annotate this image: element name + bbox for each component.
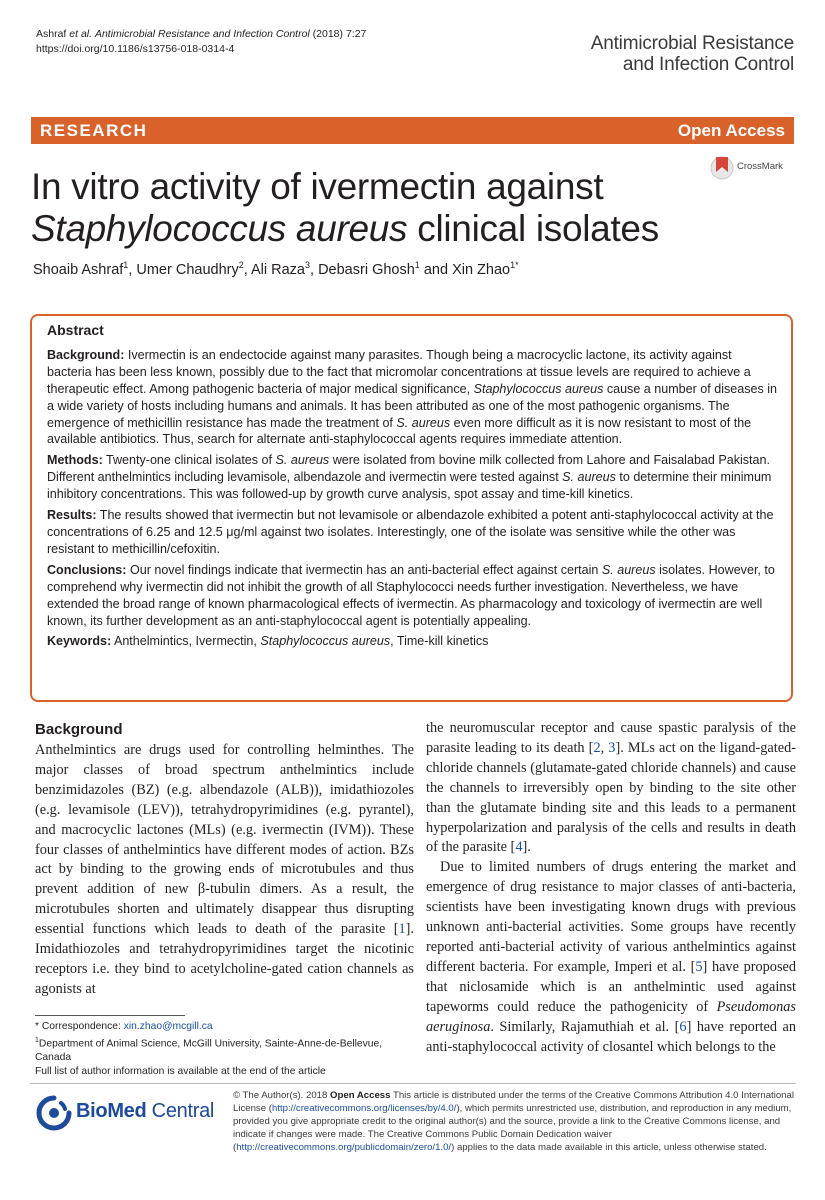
abstract-text: , Time-kill kinetics [390,634,489,649]
journal-name [591,33,794,75]
crossmark-badge[interactable] [706,152,796,188]
abstract-background [47,347,777,448]
footnote-divider [35,1015,185,1016]
abstract-italic: S. aureus [275,453,330,468]
body-text: Anthelmintics are drugs used for controlling helminthes. The major classes of broad spectrum anthelmintics include benzimidazoles (BZ) (e.g. albendazole (ALB)), imidathiozoles (e.g. levamisole (LEV)), tetrahydropyrimidines (e.g. pyrantel), and macrocyclic lactones (MLs) (e.g. ivermectin (IVM)). These four classes of anthelmintics have different modes of action. BZs act by binding to the growing ends of microtubules and thus prevent addition of new β-tubulin dimers. As a result, the microtubules shorten and ultimately disappear thus disrupting essential functions which leads to death of the parasite [ [35,742,414,938]
citation-journal: Antimicrobial Resistance and Infection Control [94,28,310,40]
article-type-banner [31,117,794,144]
footer-divider [30,1083,796,1084]
logo-text-central: Central [146,1100,215,1122]
body-paragraph [35,741,414,1000]
journal-name-line1: Antimicrobial Resistance [590,33,794,54]
article-type-label: RESEARCH [40,121,148,140]
author-affiliation-number: 3 [305,260,311,270]
citation-year: (2018) 7:27 [312,28,367,40]
citation-authors: Ashraf [36,28,67,40]
journal-name-line2: and Infection Control [622,54,794,75]
body-text: ]. [522,839,531,856]
body-column-right [426,719,796,1057]
citation-link[interactable]: 2 [593,739,601,756]
biomed-central-logo[interactable] [36,1093,221,1133]
crossmark-label: CrossMark [737,161,783,172]
abstract-box [30,314,793,702]
body-text: Due to limited numbers of drugs entering the market and emergence of drug resistance to major classes of anti-bacteria, scientists have been investigating known drugs with previous unknown anti-bacterial activities. Some groups have recently reported anti-bacterial activity of various anthelmintics against different bacteria. For example, Imperi et al. [ [426,859,796,975]
body-text: ] have reported an anti-staphylococcal activity of closantel which belongs to the [426,1018,796,1055]
abstract-text: cause a number of diseases in a wide variety of hosts including humans and animals. It has been attributed as one of the most pathogenic organisms. The emergence of methicillin resistance has made the treatment of [47,381,778,430]
body-text: the neuromuscular receptor and cause spastic paralysis of the parasite leading to its death [ [426,720,796,756]
running-header [36,27,366,57]
license-text: ), which permits unrestricted use, distribution, and reproduction in any medium, provided you give appropriate credit to the original author(s) and the source, provide a link to the Creative Commons license, and indicate if changes were made. The Creative Commons Public Domain Dedication waiver ( [233,1102,792,1153]
author-affiliation-number: 1 [414,260,420,270]
title-line2-rest: clinical isolates [407,208,659,249]
author-list: Shoaib Ashraf$^1$, Umer Chaudhry$^2$, Ali Raza$^3$, Debasri Ghosh$^1$ and Xin Zhao$^{1*}$ [33,260,519,278]
author-name[interactable]: Debasri Ghosh [318,261,415,278]
abstract-text: The results showed that ivermectin but not levamisole or albendazole exhibited a potent anti-staphylococcal activity at the concentrations of 6.25 and 12.5 μg/ml against two isolates. Interestingly, one of the isolate was sensitive while the other was resistant to methicillin/cefoxitin. [47,508,774,556]
footnotes [35,1020,415,1079]
biomed-central-logo-icon [36,1095,72,1131]
title-line1: In vitro activity of ivermectin against [31,166,604,207]
correspondence-label: * Correspondence: [35,1021,124,1032]
logo-text-bio: BioMed [76,1100,147,1122]
citation-link[interactable]: 1 [398,921,406,938]
abstract-italic: S. aureus [396,415,451,430]
body-text: . Similarly, Rajamuthiah et al. [ [490,1018,680,1035]
abstract-italic: Staphylococcus aureus [473,381,604,396]
abstract-background-label: Background: [47,347,125,362]
body-text: ]. Imidathiozoles and tetrahydropyrimidines target the nicotinic receptors i.e. they bind to acetylcholine-gated cation channels as agonists at [35,921,414,997]
abstract-keywords [47,633,777,650]
abstract-italic: S. aureus [562,470,616,485]
affiliation-number: 1 [35,1037,39,1044]
abstract-methods [47,452,777,503]
license-open-access: Open Access [330,1090,391,1101]
license-text: ) applies to the data made available in this article, unless otherwise stated. [451,1141,767,1153]
abstract-methods-label: Methods: [47,453,103,468]
body-paragraph [426,719,796,858]
abstract-italic: S. aureus [601,562,656,577]
abstract-keywords-label: Keywords: [47,634,112,649]
abstract-text: Twenty-one clinical isolates of [102,453,276,468]
correspondence-email-link[interactable]: xin.zhao@mcgill.ca [123,1021,213,1032]
body-text: ] have proposed that niclosamide which is an anthelmintic used against tapeworms could reduce the pathogenicity of [426,958,797,1015]
license-link-cc-by[interactable]: http://creativecommons.org/licenses/by/4.0/ [271,1102,457,1114]
citation-link[interactable]: 5 [695,958,703,975]
abstract-text: Our novel findings indicate that ivermectin has an anti-bacterial effect against certain [126,562,602,577]
section-heading: Background [35,721,123,738]
citation-link[interactable]: 3 [608,739,616,756]
abstract-text: isolates. However, to comprehend why ivermectin did not inhibit the growth of all Staphylococci needs further investigation. Nevertheless, we have extended the broad range of known pharmacological effects of ivermectin. As pharmacology and toxicology of ivermectin are well known, its further development as an anti-staphylococcal agent is potentially appealing. [47,562,775,628]
author-name[interactable]: Xin Zhao [452,261,511,278]
author-affiliation-number: 1 [123,260,129,270]
abstract-text: Anthelmintics, Ivermectin, [111,634,261,649]
title-organism: Staphylococcus aureus [31,208,408,249]
license-notice [233,1090,798,1155]
body-paragraph [426,858,796,1057]
author-name[interactable]: Ali Raza [251,261,305,278]
article-title [31,166,691,250]
abstract-text: even more difficult as it is now resistant to most of the available antibiotics. Thus, search for alternate anti-staphylococcal agents requires immediate attention. [47,415,752,447]
crossmark-icon [710,152,734,184]
citation-link[interactable]: 4 [515,839,523,856]
doi-link[interactable]: https://doi.org/10.1186/s13756-018-0314-4 [36,43,235,55]
author-name[interactable]: Umer Chaudhry [136,261,239,278]
citation-etal: et al. [69,28,93,40]
citation-link[interactable]: 6 [679,1018,687,1035]
open-access-label: Open Access [677,121,785,140]
body-column-left [35,719,414,1000]
author-affiliation-number: 1* [510,260,519,270]
abstract-conclusions-label: Conclusions: [47,562,127,577]
body-italic: Pseudomonas aeruginosa [426,998,796,1035]
license-link-cc0[interactable]: http://creativecommons.org/publicdomain/zero/1.0/ [236,1141,452,1153]
author-affiliation-number: 2 [238,260,244,270]
body-text: ]. MLs act on the ligand-gated-chloride channels (glutamate-gated chloride channels) and cause the channels to irreversibly open by binding to the site other than the glutamate binding site and this leads to a permanent hyperpolarization and paralysis of the cells and results in death of the parasite [ [426,739,796,856]
license-copyright: © The Author(s). 2018 [233,1090,331,1101]
abstract-results-label: Results: [47,508,97,523]
license-text: This article is distributed under the terms of the Creative Commons Attribution 4.0 International License ( [233,1090,794,1114]
abstract-text: were isolated from bovine milk collected from Lahore and Faisalabad Pakistan. Different anthelmintics including levamisole, albendazole and ivermectin were tested against [47,453,770,485]
body-text: , [600,739,609,756]
full-author-info-note: Full list of author information is available at the end of the article [35,1066,326,1078]
abstract-heading: Abstract [47,322,104,338]
abstract-results [47,507,777,558]
abstract-text: Ivermectin is an endectocide against many parasites. Though being a macrocyclic lactone, its activity against bacteria has been less known, possibly due to the fact that micromolar concentrations at tissue levels are required to achieve a therapeutic effect. Among pathogenic bacteria of major medical significance, [47,347,751,396]
abstract-italic: Staphylococcus aureus [260,634,391,649]
abstract-text: to determine their minimum inhibitory concentrations. This was followed-up by growth curve analysis, spot assay and time-kill kinetics. [47,470,772,502]
author-name[interactable]: Shoaib Ashraf [33,261,124,278]
abstract-conclusions [47,562,777,630]
affiliation-text: Department of Animal Science, McGill University, Sainte-Anne-de-Bellevue, Canada [35,1038,383,1064]
